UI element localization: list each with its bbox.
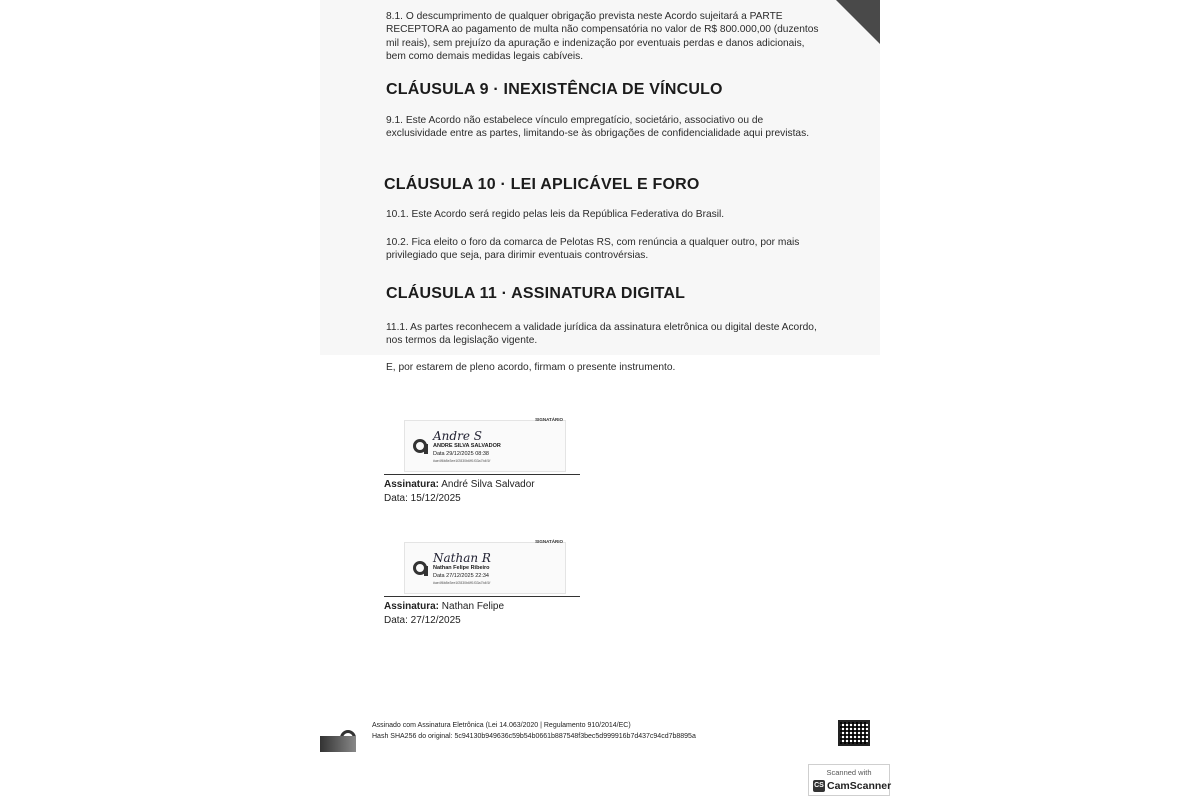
signature-logo-icon: [413, 439, 427, 453]
signature-stamp-2: [404, 539, 566, 594]
signature-1-caption: [384, 478, 535, 492]
clause-11-title: CLÁUSULA 11 · ASSINATURA DIGITAL: [386, 285, 686, 302]
signature-1-date: Data: 15/12/2025: [384, 493, 461, 504]
stamp-hash: #ae4f6b8e3ee1f2830b6ff1f33a7b4f1f: [433, 459, 491, 463]
signature-2-caption: [384, 600, 504, 614]
electronic-signature-footer: [320, 712, 880, 752]
scan-edge-shadow: [320, 736, 356, 752]
footer-hash-text: Hash SHA256 do original: 5c94130b949636c59b54b0661b887548f3bec5d999916b7d437c94cd7b8895a: [372, 733, 696, 740]
clause-9-1-text: 9.1. Este Acordo não estabelece vínculo empregatício, societário, associativo ou de exclusividade entre as partes, limitando-se às obrigações de confidencialidade aqui previstas.: [386, 115, 810, 140]
signature-line-2: [384, 596, 580, 597]
clause-10-2-text: 10.2. Fica eleito o foro da comarca de Pelotas RS, com renúncia a qualquer outro, por mais privilegiado que seja, para dirimir eventuais controvérsias.: [386, 237, 800, 262]
signature-stamp-1: [404, 417, 566, 472]
clause-10-1-text: 10.1. Este Acordo será regido pelas leis da República Federativa do Brasil.: [386, 209, 725, 220]
signature-label: Assinatura:: [384, 601, 440, 612]
signature-logo-icon: [413, 561, 427, 575]
handwritten-signature: Andre S: [433, 429, 482, 443]
clause-8-1-text: 8.1. O descumprimento de qualquer obrigação prevista neste Acordo sujeitará a PARTE RECEPTORA ao pagamento de multa não compensatória no valor de R$ 800.000,00 (duzentos mil reais), sem prejuízo da apuração e indenização por eventuais perdas e danos adicionais, bem como demais medidas legais cabíveis.: [386, 11, 819, 63]
stamp-name: Nathan Felipe Ribeiro: [433, 565, 490, 571]
stamp-name: ANDRE SILVA SALVADOR: [433, 443, 501, 449]
signature-line-1: [384, 474, 580, 475]
signature-label: Assinatura:: [384, 479, 440, 490]
signer-name: Nathan Felipe: [441, 601, 505, 612]
clause-9-title: CLÁUSULA 9 · INEXISTÊNCIA DE VÍNCULO: [386, 81, 723, 98]
page-fold-shadow: [836, 0, 880, 44]
clause-11-1-text: 11.1. As partes reconhecem a validade jurídica da assinatura eletrônica ou digital deste Acordo, nos termos da legislação vigente.: [386, 322, 817, 347]
signatory-tag: SIGNATÁRIO: [535, 417, 563, 422]
signature-2-date: Data: 27/12/2025: [384, 615, 461, 626]
signatory-tag: SIGNATÁRIO: [535, 539, 563, 544]
stamp-date: Data 27/12/2025 22:34: [433, 573, 489, 579]
signer-name: André Silva Salvador: [441, 479, 535, 490]
camscanner-logo-icon: CS: [813, 780, 825, 792]
scanned-with-text: Scanned with: [826, 768, 872, 777]
stamp-hash: #ae4f6b8e3ee1f2830b6ff1f33a7b4f1f: [433, 581, 491, 585]
footer-law-text: Assinado com Assinatura Eletrônica (Lei 14.063/2020 | Regulamento 910/2014/EC): [372, 722, 631, 729]
qr-code-icon: [838, 720, 870, 746]
closing-text: E, por estarem de pleno acordo, firmam o presente instrumento.: [386, 362, 676, 373]
document-page: [320, 0, 880, 752]
stamp-date: Data 29/12/2025 08:38: [433, 451, 489, 457]
camscanner-watermark: [808, 764, 890, 796]
handwritten-signature: Nathan R: [433, 551, 491, 565]
clause-10-title: CLÁUSULA 10 · LEI APLICÁVEL E FORO: [384, 176, 700, 193]
camscanner-brand-text: CamScanner: [827, 780, 892, 792]
